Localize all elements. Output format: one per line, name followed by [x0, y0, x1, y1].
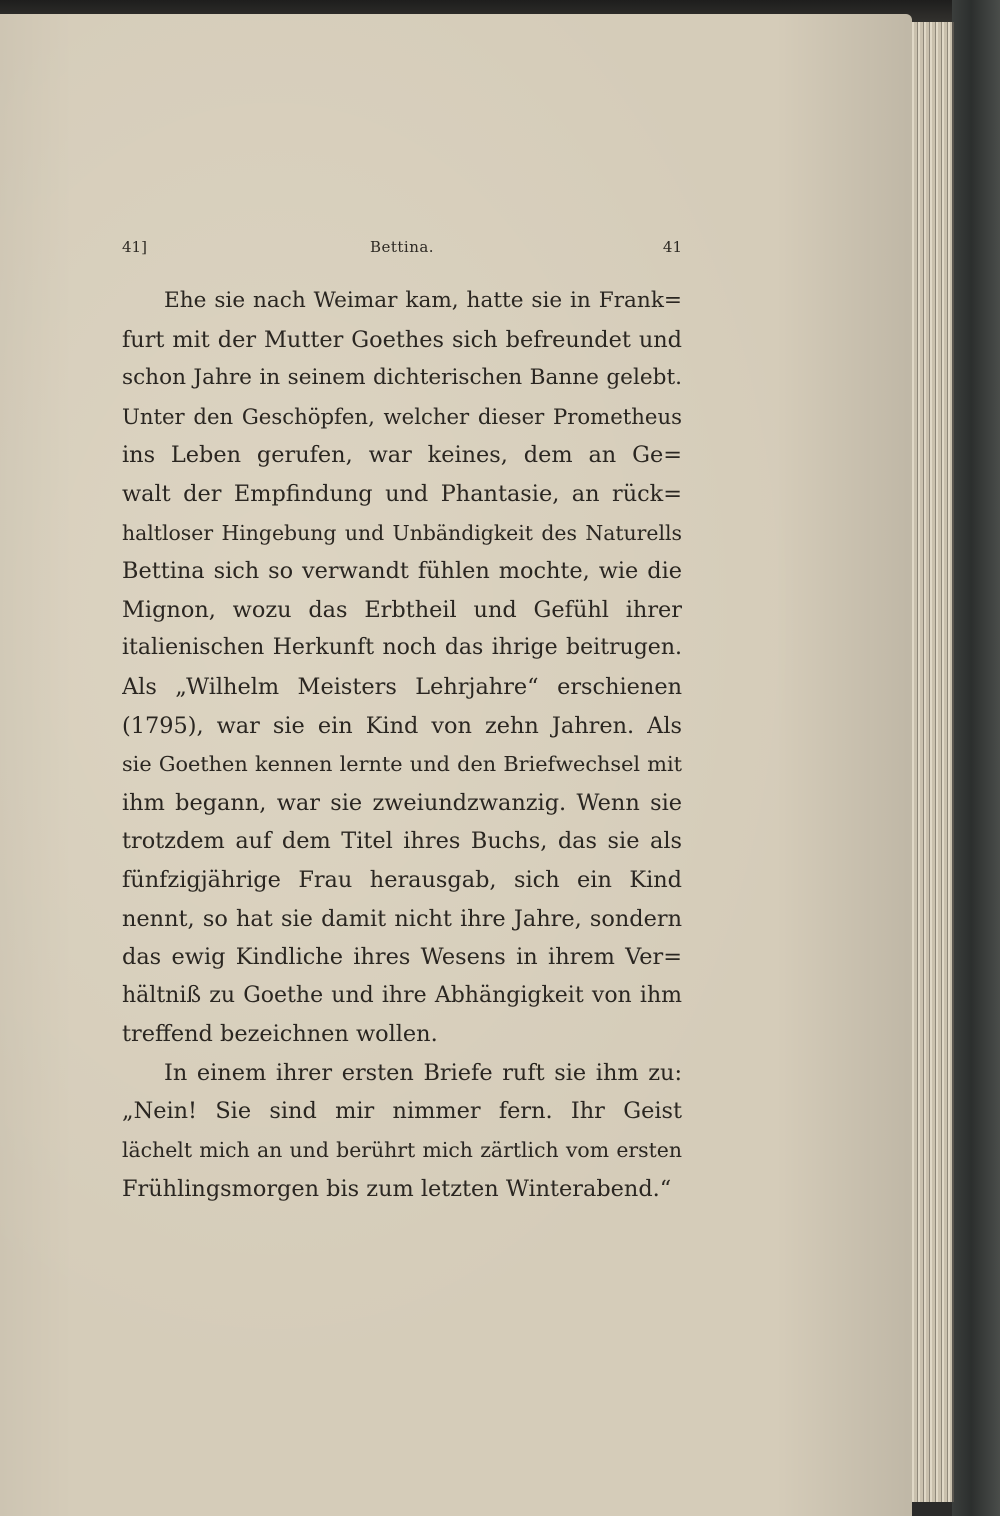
text-line: Als „Wilhelm Meisters Lehrjahre“ erschienen — [122, 673, 682, 700]
text-line: schon Jahre in seinem dichterischen Banne gelebt. — [122, 365, 682, 391]
text-line: Ehe sie nach Weimar kam, hatte sie in Frank= — [164, 288, 682, 313]
text-line: lächelt mich an und berührt mich zärtlich vom ersten — [122, 1138, 682, 1163]
running-head-left: 41] — [122, 238, 147, 256]
body-text — [122, 282, 682, 1208]
text-line: nennt, so hat sie damit nicht ihre Jahre, sondern — [122, 905, 682, 932]
text-line: haltloser Hingebung und Unbändigkeit des Naturells — [122, 520, 682, 545]
text-line: furt mit der Mutter Goethes sich befreundet und — [122, 326, 682, 353]
page-number: 41 — [662, 238, 682, 256]
text-line: fünfzigjährige Frau herausgab, sich ein Kind — [122, 866, 682, 893]
running-head — [122, 238, 682, 262]
text-line: (1795), war sie ein Kind von zehn Jahren. Als — [122, 712, 682, 739]
text-line: ihm begann, war sie zweiundzwanzig. Wenn sie — [122, 789, 682, 816]
running-head-title: Bettina. — [369, 238, 435, 256]
book-cover-edge — [952, 0, 1000, 1516]
text-line: walt der Empfindung und Phantasie, an rück= — [122, 480, 682, 507]
text-line: Unter den Geschöpfen, welcher dieser Prometheus — [122, 403, 682, 429]
paragraph — [122, 1054, 682, 1208]
text-line: Mignon, wozu das Erbtheil und Gefühl ihrer — [122, 596, 682, 623]
text-line: „Nein! Sie sind mir nimmer fern. Ihr Geist — [122, 1098, 682, 1125]
text-line: sie Goethen kennen lernte und den Briefwechsel mit — [122, 752, 682, 777]
text-line: Bettina sich so verwandt fühlen mochte, wie die — [122, 558, 682, 585]
text-line: In einem ihrer ersten Briefe ruft sie ihm zu: — [164, 1059, 682, 1086]
text-line: Frühlingsmorgen bis zum letzten Winterabend.“ — [122, 1175, 672, 1202]
text-line: treffend bezeichnen wollen. — [122, 1021, 438, 1048]
text-line: ins Leben gerufen, war keines, dem an Ge= — [122, 442, 682, 469]
page-edges — [908, 22, 954, 1502]
text-line: das ewig Kindliche ihres Wesens in ihrem Ver= — [122, 944, 682, 971]
paragraph — [122, 282, 682, 1054]
text-line: italienischen Herkunft noch das ihrige beitrugen. — [122, 635, 682, 661]
text-line: hältniß zu Goethe und ihre Abhängigkeit von ihm — [122, 982, 682, 1008]
text-line: trotzdem auf dem Titel ihres Buchs, das sie als — [122, 828, 682, 855]
